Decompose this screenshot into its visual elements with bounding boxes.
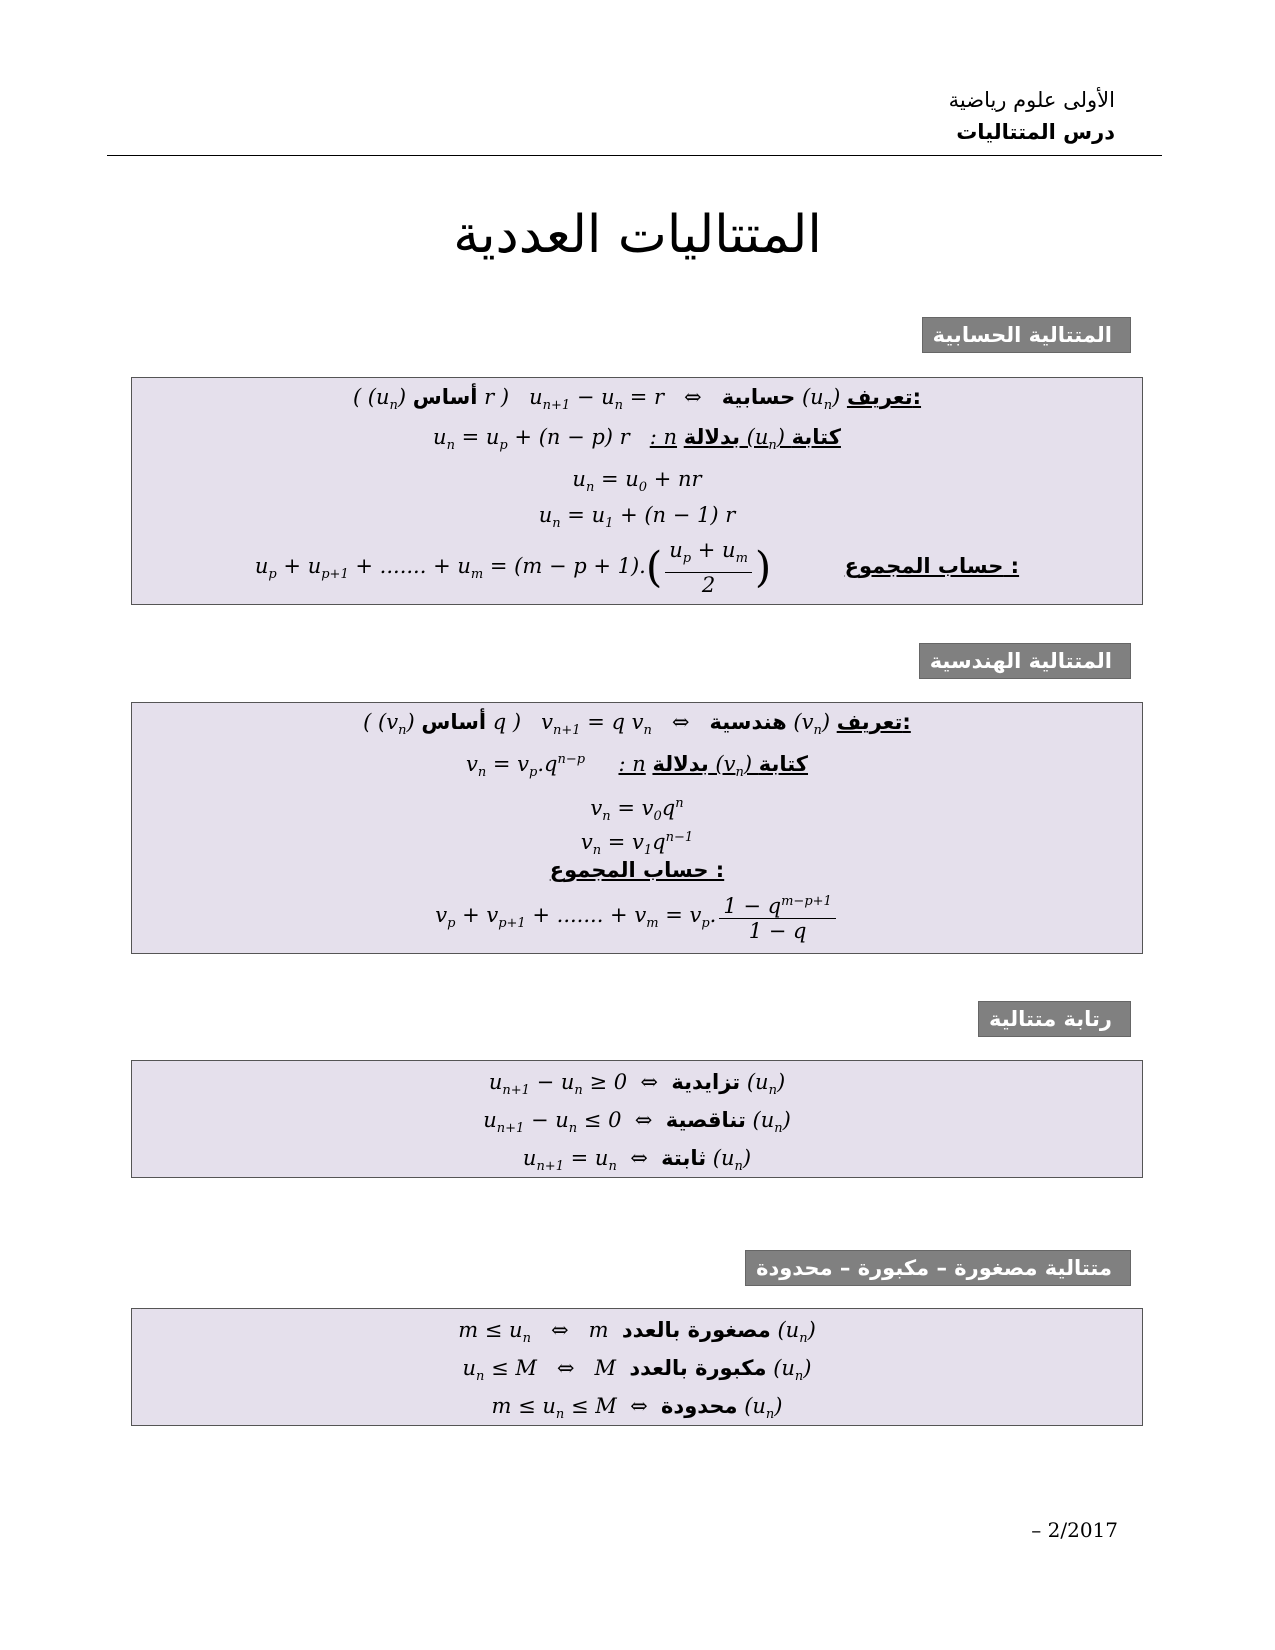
geometric-general-term: $v_n = v_p.q^{n-p}$ : n بدلالة $(v_n)$ كتابة <box>465 752 809 781</box>
monotony-constant: $u_{n+1} = u_n$ ⇔ ثابتة $(u_n)$ <box>522 1146 752 1175</box>
monotony-decreasing: $u_{n+1} - u_n \le 0$ ⇔ تناقصية $(u_n)$ <box>483 1108 791 1137</box>
arithmetic-general-term: $u_n = u_p + (n - p)$ r : n بدلالة $(u_n)$ كتابة <box>433 425 841 454</box>
page-title: المتتاليات العددية <box>453 205 822 265</box>
arithmetic-formula-u1: $u_n = u_1 + (n - 1)$ r <box>538 503 736 532</box>
header-lesson: درس المتتاليات <box>956 120 1115 144</box>
arithmetic-box <box>131 377 1143 605</box>
bounded-minorized: $m \le u_n$ ⇔ m مصغورة بالعدد $(u_n)$ <box>458 1318 816 1347</box>
page-footer: – 2/2017 <box>1031 1518 1118 1542</box>
geometric-sum: $v_p + v_{p+1}$ + ....... + $v_m = v_p$. $\frac{1 - q^{m-p+1}}{1 - q}$ <box>132 887 1142 952</box>
geometric-box <box>131 702 1143 954</box>
section-geometric-heading: المتتالية الهندسية <box>919 643 1131 679</box>
header-level: الأولى علوم رياضية <box>948 88 1115 112</box>
monotony-box <box>131 1060 1143 1178</box>
section-bounded-heading: متتالية مصغورة – مكبورة – محدودة <box>745 1250 1131 1286</box>
geometric-formula-v1: $v_n = v_1q^{n-1}$ <box>580 830 694 859</box>
geometric-sum-label: حساب المجموع : <box>549 858 725 882</box>
bounded-box <box>131 1308 1143 1426</box>
monotony-increasing: $u_{n+1} - u_n \ge 0$ ⇔ تزايدية $(u_n)$ <box>488 1070 786 1099</box>
geometric-definition: ( $(v_n)$ أساس q ) $v_{n+1} = q$ $v_n$ ⇔ هندسية $(v_n)$ تعريف: <box>363 710 911 739</box>
header-divider <box>107 155 1162 156</box>
section-monotony-heading: رتابة متتالية <box>978 1001 1131 1037</box>
arithmetic-definition: ( $(u_n)$ أساس r ) $u_{n+1} - u_n = r$ ⇔ حسابية $(u_n)$ تعريف: <box>352 385 922 414</box>
section-arithmetic-heading: المتتالية الحسابية <box>922 317 1131 353</box>
arithmetic-sum: $u_p + u_{p+1}$ + ....... + $u_m = (m - p + 1)$.( $\frac{u_p + u_m}{2}$ ) حساب المجموع : <box>254 538 1020 597</box>
bounded-bounded: $m \le u_n \le M$ ⇔ محدودة $(u_n)$ <box>491 1394 783 1423</box>
geometric-formula-v0: $v_n = v_0q^n$ <box>590 796 684 825</box>
bounded-majorized: $u_n \le M$ ⇔ M مكبورة بالعدد $(u_n)$ <box>462 1356 812 1385</box>
arithmetic-formula-u0: $u_n = u_0$ + nr <box>572 467 702 496</box>
